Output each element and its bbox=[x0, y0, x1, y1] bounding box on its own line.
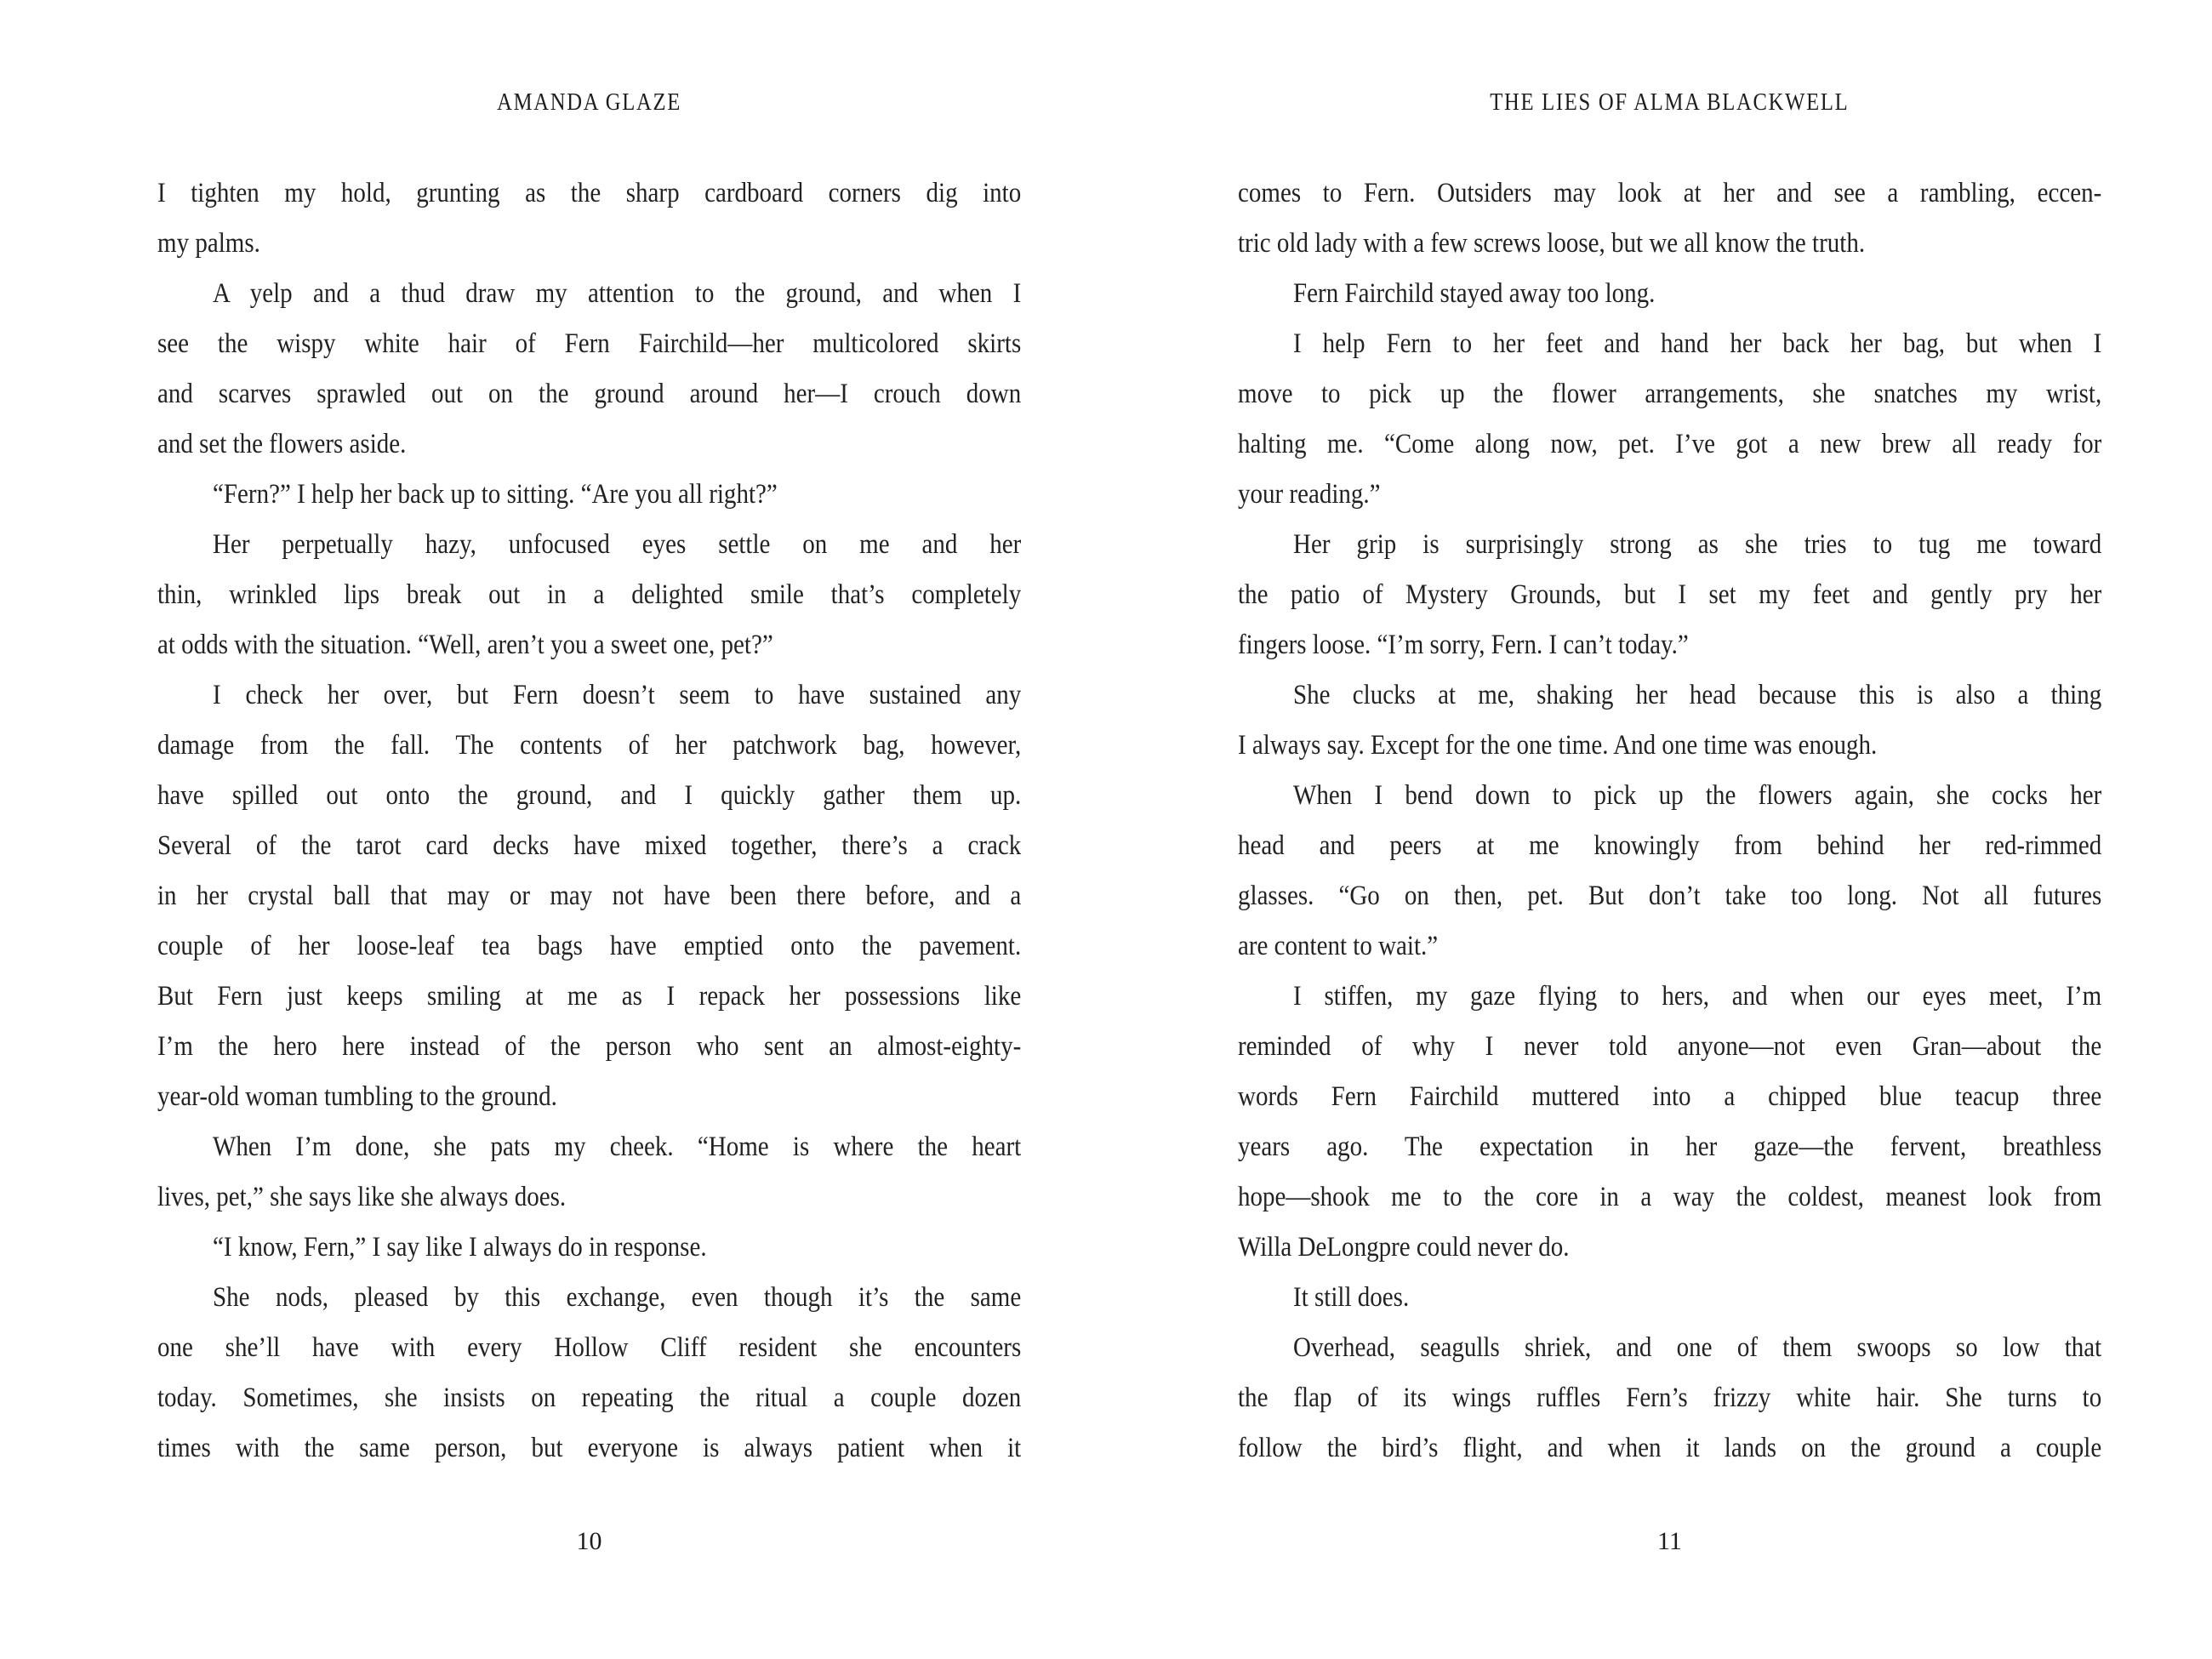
text-line: fingers loose. “I’m sorry, Fern. I can’t today.” bbox=[1238, 630, 1689, 660]
text-line: I’m the hero here instead of the person who sent an almost-eighty- bbox=[157, 1031, 1022, 1062]
text-line: tric old lady with a few screws loose, but we all know the truth. bbox=[1238, 228, 1866, 259]
text-line: damage from the fall. The contents of her patchwork bag, however, bbox=[157, 730, 1022, 761]
text-line: couple of her loose-leaf tea bags have emptied onto the pavement. bbox=[157, 931, 1022, 961]
text-line: my palms. bbox=[157, 228, 260, 259]
text-line: and set the flowers aside. bbox=[157, 429, 407, 459]
text-line: the patio of Mystery Grounds, but I set my feet and gently pry her bbox=[1238, 579, 2102, 610]
text-line: When I bend down to pick up the flowers again, she cocks her bbox=[1293, 780, 2102, 811]
text-line: your reading.” bbox=[1238, 479, 1381, 510]
text-line: times with the same person, but everyone is always patient when it bbox=[157, 1433, 1022, 1463]
running-head-author bbox=[157, 85, 1021, 119]
text-line: “Fern?” I help her back up to sitting. “Are you all right?” bbox=[213, 479, 778, 510]
text-line: head and peers at me knowingly from behind her red-rimmed bbox=[1238, 830, 2102, 861]
text-line: one she’ll have with every Hollow Cliff resident she encounters bbox=[157, 1332, 1022, 1363]
text-line: She clucks at me, shaking her head because this is also a thing bbox=[1293, 680, 2102, 710]
text-line: hope—shook me to the core in a way the coldest, meanest look from bbox=[1238, 1182, 2102, 1212]
text-line: move to pick up the flower arrangements, she snatches my wrist, bbox=[1238, 379, 2102, 409]
text-line: see the wispy white hair of Fern Fairchild—her multicolored skirts bbox=[157, 328, 1022, 359]
text-line: Willa DeLongpre could never do. bbox=[1238, 1232, 1570, 1263]
text-line: Fern Fairchild stayed away too long. bbox=[1293, 278, 1656, 309]
text-line: I stiffen, my gaze flying to hers, and when our eyes meet, I’m bbox=[1293, 981, 2102, 1012]
text-line: I tighten my hold, grunting as the sharp cardboard corners dig into bbox=[157, 178, 1022, 208]
text-line: follow the bird’s flight, and when it lands on the ground a couple bbox=[1238, 1433, 2102, 1463]
text-line: Overhead, seagulls shriek, and one of them swoops so low that bbox=[1293, 1332, 2102, 1363]
text-line: are content to wait.” bbox=[1238, 931, 1439, 961]
text-line: halting me. “Come along now, pet. I’ve got a new brew all ready for bbox=[1238, 429, 2102, 459]
running-head-title-text: THE LIES OF ALMA BLACKWELL bbox=[1490, 88, 1850, 116]
text-line: at odds with the situation. “Well, aren’t you a sweet one, pet?” bbox=[157, 630, 773, 660]
text-line: the flap of its wings ruffles Fern’s frizzy white hair. She turns to bbox=[1238, 1382, 2102, 1413]
right-page-number: 11 bbox=[1657, 1527, 1682, 1555]
text-line: But Fern just keeps smiling at me as I repack her possessions like bbox=[157, 981, 1022, 1012]
text-line: Several of the tarot card decks have mixed together, there’s a crack bbox=[157, 830, 1022, 861]
text-line: lives, pet,” she says like she always does. bbox=[157, 1182, 567, 1212]
text-line: A yelp and a thud draw my attention to the ground, and when I bbox=[213, 278, 1022, 309]
running-head-title bbox=[1238, 85, 2101, 119]
text-line: I always say. Except for the one time. And one time was enough. bbox=[1238, 730, 1878, 761]
text-line: today. Sometimes, she insists on repeating the ritual a couple dozen bbox=[157, 1382, 1022, 1413]
text-line: comes to Fern. Outsiders may look at her and see a rambling, eccen- bbox=[1238, 178, 2102, 208]
text-line: When I’m done, she pats my cheek. “Home is where the heart bbox=[213, 1132, 1022, 1162]
text-line: “I know, Fern,” I say like I always do in response. bbox=[213, 1232, 707, 1263]
left-page bbox=[157, 85, 1021, 1616]
text-line: have spilled out onto the ground, and I quickly gather them up. bbox=[157, 780, 1022, 811]
left-page-number: 10 bbox=[576, 1527, 602, 1555]
text-line: words Fern Fairchild muttered into a chipped blue teacup three bbox=[1238, 1081, 2102, 1112]
text-line: reminded of why I never told anyone—not even Gran—about the bbox=[1238, 1031, 2102, 1062]
text-line: I help Fern to her feet and hand her back her bag, but when I bbox=[1293, 328, 2102, 359]
text-line: She nods, pleased by this exchange, even though it’s the same bbox=[213, 1282, 1022, 1313]
text-line: Her grip is surprisingly strong as she tries to tug me toward bbox=[1293, 529, 2102, 560]
text-line: Her perpetually hazy, unfocused eyes settle on me and her bbox=[213, 529, 1022, 560]
text-line: and scarves sprawled out on the ground around her—I crouch down bbox=[157, 379, 1022, 409]
text-line: year-old woman tumbling to the ground. bbox=[157, 1081, 557, 1112]
text-line: thin, wrinkled lips break out in a delighted smile that’s completely bbox=[157, 579, 1022, 610]
text-line: years ago. The expectation in her gaze—the fervent, breathless bbox=[1238, 1132, 2102, 1162]
text-line: glasses. “Go on then, pet. But don’t take too long. Not all futures bbox=[1238, 881, 2102, 911]
left-page-body-text bbox=[157, 168, 1021, 1474]
text-line: I check her over, but Fern doesn’t seem to have sustained any bbox=[213, 680, 1022, 710]
text-line: in her crystal ball that may or may not have been there before, and a bbox=[157, 881, 1022, 911]
text-line: It still does. bbox=[1293, 1282, 1410, 1313]
right-page-body-text bbox=[1238, 168, 2101, 1474]
right-page bbox=[1238, 85, 2101, 1616]
running-head-author-text: AMANDA GLAZE bbox=[497, 88, 681, 116]
